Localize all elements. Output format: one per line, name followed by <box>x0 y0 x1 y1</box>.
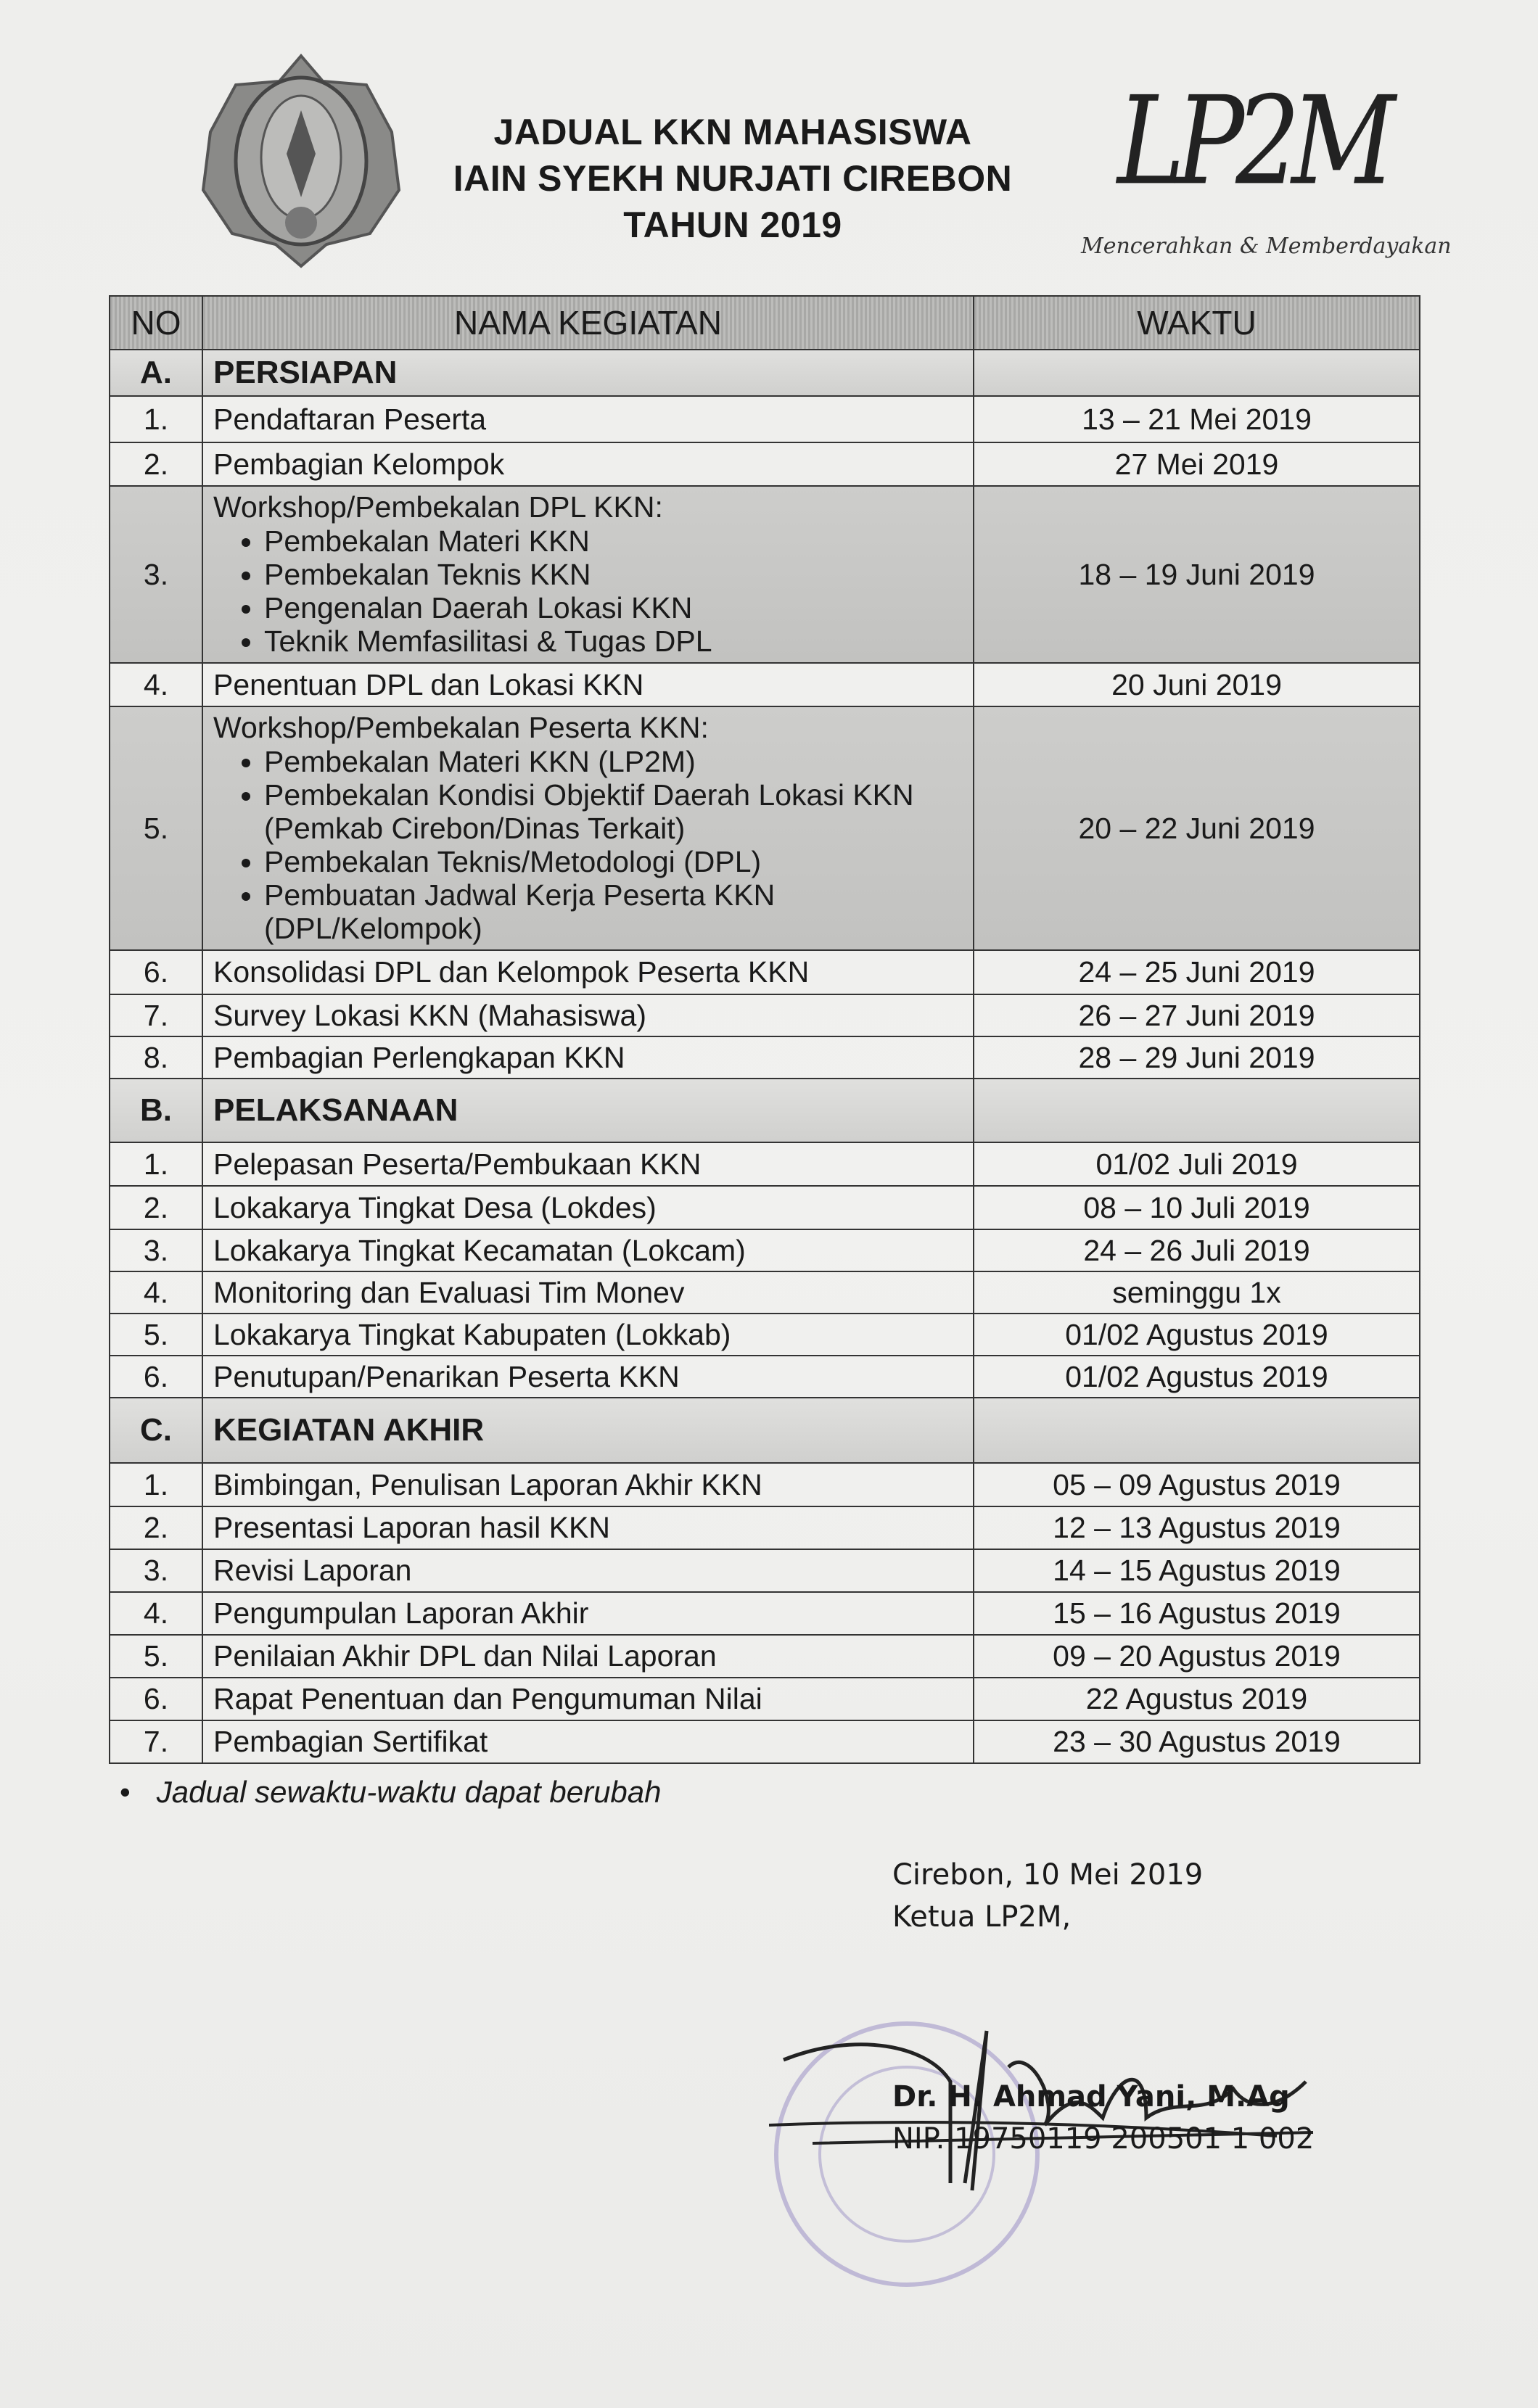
row-number: 5. <box>110 706 202 950</box>
note-text: Jadual sewaktu-waktu dapat berubah <box>156 1775 662 1809</box>
activity-name: Konsolidasi DPL dan Kelompok Peserta KKN <box>213 955 810 989</box>
activity-name-cell <box>202 1635 974 1678</box>
row-number: 3. <box>110 1549 202 1592</box>
row-number: 2. <box>110 442 202 486</box>
activity-date: 13 – 21 Mei 2019 <box>974 396 1420 442</box>
activity-name-cell <box>202 1398 974 1463</box>
activity-sub-item: • Pembuatan Jadwal Kerja Peserta KKN (DPL/Kelompok) <box>264 878 963 945</box>
column-header-nama-kegiatan: NAMA KEGIATAN <box>202 296 974 350</box>
activity-name: Survey Lokasi KKN (Mahasiswa) <box>213 998 646 1032</box>
activity-name-cell <box>202 350 974 396</box>
row-number: 1. <box>110 1463 202 1506</box>
activity-sub-item: • Pembekalan Materi KKN <box>264 524 963 558</box>
schedule-note <box>120 1774 1420 1810</box>
activity-name-cell <box>202 1079 974 1142</box>
row-number: 6. <box>110 1678 202 1720</box>
signature-position: Ketua LP2M, <box>892 1900 1072 1934</box>
table-header-row <box>110 296 1420 350</box>
activity-name: Revisi Laporan <box>213 1554 412 1587</box>
table-row <box>110 1271 1420 1314</box>
activity-date: 24 – 26 Juli 2019 <box>974 1229 1420 1271</box>
iain-emblem-logo <box>196 52 406 270</box>
row-number: 5. <box>110 1314 202 1356</box>
activity-date: 01/02 Agustus 2019 <box>974 1314 1420 1356</box>
table-row <box>110 706 1420 950</box>
activity-name-cell <box>202 1356 974 1398</box>
activity-date: 20 Juni 2019 <box>974 663 1420 706</box>
activity-name: Lokakarya Tingkat Kecamatan (Lokcam) <box>213 1233 746 1267</box>
activity-date <box>974 1398 1420 1463</box>
signatory-name: Dr. H. Ahmad Yani, M.Ag <box>892 2080 1290 2114</box>
activity-name-cell <box>202 486 974 663</box>
activity-name-cell <box>202 1678 974 1720</box>
table-row <box>110 1678 1420 1720</box>
activity-name: Bimbingan, Penulisan Laporan Akhir KKN <box>213 1467 762 1501</box>
activity-name: Workshop/Pembekalan DPL KKN: <box>213 490 663 524</box>
activity-name: Presentasi Laporan hasil KKN <box>213 1511 610 1544</box>
signatory-nip: NIP. 19750119 200501 1 002 <box>892 2122 1315 2156</box>
activity-date: 24 – 25 Juni 2019 <box>974 950 1420 994</box>
activity-date: 05 – 09 Agustus 2019 <box>974 1463 1420 1506</box>
row-number: 3. <box>110 486 202 663</box>
activity-name: Lokakarya Tingkat Kabupaten (Lokkab) <box>213 1317 731 1351</box>
table-row <box>110 486 1420 663</box>
activity-name-cell <box>202 1271 974 1314</box>
activity-name-cell <box>202 1142 974 1186</box>
activity-name: Pengumpulan Laporan Akhir <box>213 1596 589 1630</box>
section-row <box>110 350 1420 396</box>
row-number: 7. <box>110 994 202 1036</box>
table-row <box>110 1506 1420 1549</box>
table-row <box>110 1356 1420 1398</box>
activity-name: Pembagian Perlengkapan KKN <box>213 1040 625 1074</box>
section-row <box>110 1398 1420 1463</box>
row-number: 6. <box>110 1356 202 1398</box>
title-line-1: JADUAL KKN MAHASISWA <box>493 112 972 152</box>
row-number: 4. <box>110 1271 202 1314</box>
activity-name: Workshop/Pembekalan Peserta KKN: <box>213 711 709 744</box>
activity-name: Monitoring dan Evaluasi Tim Monev <box>213 1275 685 1309</box>
signature-block <box>892 1854 1420 2160</box>
row-number: C. <box>110 1398 202 1463</box>
activity-name-cell <box>202 1229 974 1271</box>
activity-date: 12 – 13 Agustus 2019 <box>974 1506 1420 1549</box>
activity-name: Pendaftaran Peserta <box>213 402 487 436</box>
activity-name: PERSIAPAN <box>213 355 398 390</box>
row-number: 1. <box>110 1142 202 1186</box>
activity-sub-item: • Pembekalan Teknis KKN <box>264 558 963 591</box>
table-row <box>110 1720 1420 1763</box>
activity-date: 14 – 15 Agustus 2019 <box>974 1549 1420 1592</box>
table-row <box>110 950 1420 994</box>
activity-name-cell <box>202 706 974 950</box>
activity-name: PELAKSANAAN <box>213 1092 458 1128</box>
activity-name-cell <box>202 1506 974 1549</box>
activity-name: Pembagian Kelompok <box>213 447 505 481</box>
lp2m-logo <box>1074 70 1452 290</box>
table-row <box>110 1186 1420 1229</box>
activity-sub-list <box>213 745 963 945</box>
table-row <box>110 1635 1420 1678</box>
row-number: 8. <box>110 1036 202 1079</box>
schedule-table-body <box>110 350 1420 1763</box>
column-header-waktu: WAKTU <box>974 296 1420 350</box>
row-number: 3. <box>110 1229 202 1271</box>
row-number: 1. <box>110 396 202 442</box>
table-row <box>110 1229 1420 1271</box>
row-number: 2. <box>110 1506 202 1549</box>
table-row <box>110 663 1420 706</box>
activity-name: Pelepasan Peserta/Pembukaan KKN <box>213 1147 702 1181</box>
activity-name-cell <box>202 950 974 994</box>
activity-sub-item: • Pembekalan Teknis/Metodologi (DPL) <box>264 845 963 878</box>
table-row <box>110 1549 1420 1592</box>
activity-name-cell <box>202 1314 974 1356</box>
table-row <box>110 442 1420 486</box>
row-number: 5. <box>110 1635 202 1678</box>
activity-sub-list <box>213 524 963 658</box>
bullet-icon: • <box>120 1775 131 1809</box>
activity-date: seminggu 1x <box>974 1271 1420 1314</box>
activity-date: 09 – 20 Agustus 2019 <box>974 1635 1420 1678</box>
table-row <box>110 396 1420 442</box>
row-number: A. <box>110 350 202 396</box>
activity-name-cell <box>202 1549 974 1592</box>
activity-date: 08 – 10 Juli 2019 <box>974 1186 1420 1229</box>
activity-name: Penentuan DPL dan Lokasi KKN <box>213 667 644 701</box>
table-row <box>110 1036 1420 1079</box>
activity-date: 01/02 Juli 2019 <box>974 1142 1420 1186</box>
activity-name-cell <box>202 1036 974 1079</box>
table-row <box>110 994 1420 1036</box>
activity-date: 15 – 16 Agustus 2019 <box>974 1592 1420 1635</box>
title-line-2: IAIN SYEKH NURJATI CIREBON <box>453 158 1013 199</box>
row-number: 6. <box>110 950 202 994</box>
activity-date: 20 – 22 Juni 2019 <box>974 706 1420 950</box>
activity-sub-item: • Pembekalan Materi KKN (LP2M) <box>264 745 963 778</box>
activity-date: 27 Mei 2019 <box>974 442 1420 486</box>
activity-name-cell <box>202 442 974 486</box>
document-title <box>406 109 1059 248</box>
activity-name-cell <box>202 1186 974 1229</box>
row-number: B. <box>110 1079 202 1142</box>
activity-name-cell <box>202 1720 974 1763</box>
activity-name-cell <box>202 663 974 706</box>
row-number: 7. <box>110 1720 202 1763</box>
activity-name-cell <box>202 396 974 442</box>
document-body <box>109 295 1420 2160</box>
activity-name: Penilaian Akhir DPL dan Nilai Laporan <box>213 1639 717 1673</box>
table-row <box>110 1142 1420 1186</box>
activity-date: 01/02 Agustus 2019 <box>974 1356 1420 1398</box>
activity-date <box>974 1079 1420 1142</box>
lp2m-logo-text: LP2M <box>1117 70 1387 213</box>
activity-name: KEGIATAN AKHIR <box>213 1412 485 1448</box>
activity-date: 26 – 27 Juni 2019 <box>974 994 1420 1036</box>
column-header-no: NO <box>110 296 202 350</box>
activity-name: Lokakarya Tingkat Desa (Lokdes) <box>213 1190 657 1224</box>
activity-name-cell <box>202 1463 974 1506</box>
activity-sub-item: • Teknik Memfasilitasi & Tugas DPL <box>264 624 963 658</box>
row-number: 4. <box>110 663 202 706</box>
activity-name: Rapat Penentuan dan Pengumuman Nilai <box>213 1682 762 1715</box>
schedule-table <box>109 295 1420 1764</box>
row-number: 4. <box>110 1592 202 1635</box>
activity-sub-item: • Pembekalan Kondisi Objektif Daerah Lokasi KKN (Pemkab Cirebon/Dinas Terkait) <box>264 778 963 845</box>
table-row <box>110 1592 1420 1635</box>
activity-date: 23 – 30 Agustus 2019 <box>974 1720 1420 1763</box>
section-row <box>110 1079 1420 1142</box>
activity-name-cell <box>202 1592 974 1635</box>
activity-date <box>974 350 1420 396</box>
row-number: 2. <box>110 1186 202 1229</box>
title-line-3: TAHUN 2019 <box>623 205 842 245</box>
signature-place-date: Cirebon, 10 Mei 2019 <box>892 1858 1204 1892</box>
activity-date: 28 – 29 Juni 2019 <box>974 1036 1420 1079</box>
lp2m-tagline: Mencerahkan & Memberdayakan <box>1081 234 1452 259</box>
table-row <box>110 1314 1420 1356</box>
activity-name: Penutupan/Penarikan Peserta KKN <box>213 1359 680 1393</box>
activity-name-cell <box>202 994 974 1036</box>
activity-name: Pembagian Sertifikat <box>213 1725 488 1758</box>
activity-date: 18 – 19 Juni 2019 <box>974 486 1420 663</box>
table-row <box>110 1463 1420 1506</box>
activity-date: 22 Agustus 2019 <box>974 1678 1420 1720</box>
activity-sub-item: • Pengenalan Daerah Lokasi KKN <box>264 591 963 624</box>
